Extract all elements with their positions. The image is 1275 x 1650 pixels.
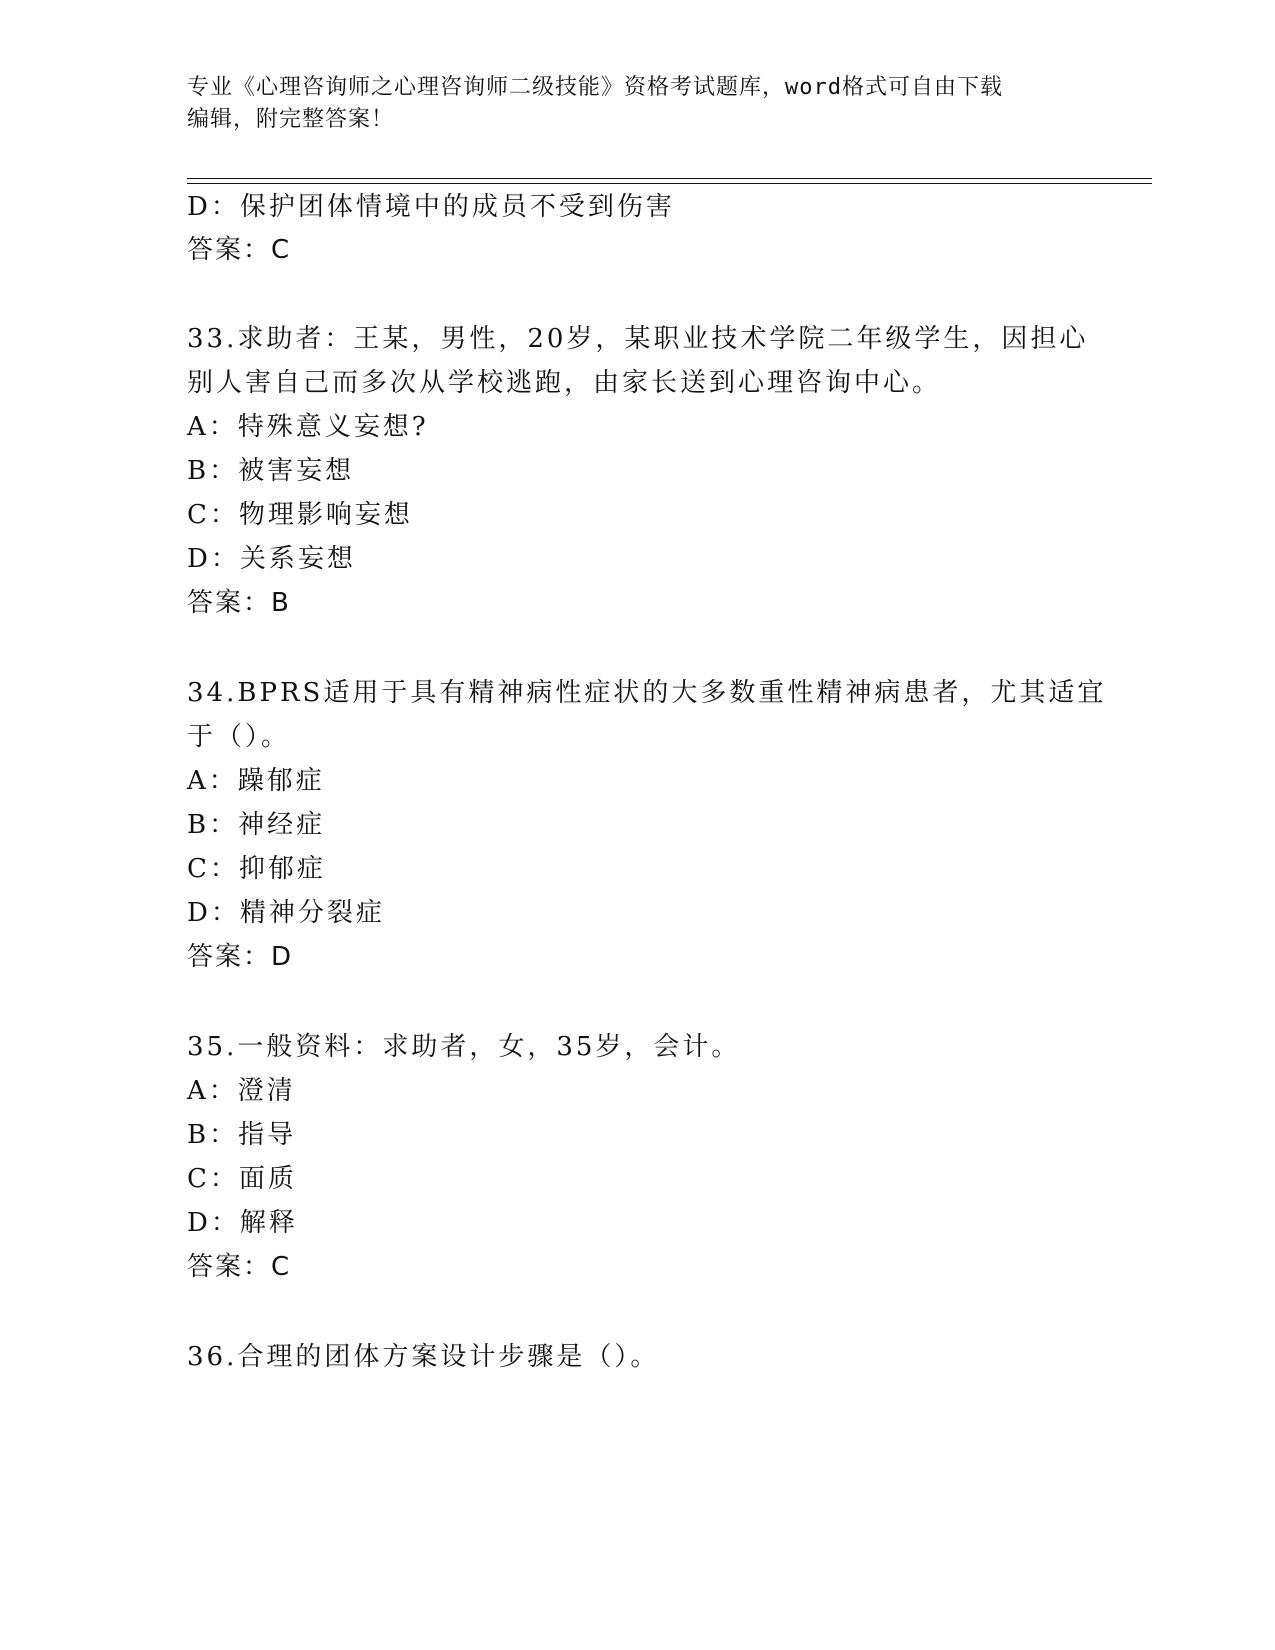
q35-answer: 答案：C	[187, 1252, 292, 1282]
q34-option-c: C：抑郁症	[187, 854, 326, 884]
document-header	[187, 72, 1087, 136]
q35-stem-line-1: 35.一般资料：求助者，女，35岁，会计。	[187, 1032, 741, 1062]
q33-option-c: C：物理影响妄想	[187, 500, 413, 530]
q36-stem-line-1: 36.合理的团体方案设计步骤是（）。	[187, 1342, 660, 1372]
q35-option-a: A：澄清	[187, 1076, 296, 1106]
q33-option-d: D：关系妄想	[187, 544, 356, 574]
q32-answer: 答案：C	[187, 235, 292, 265]
q35-option-c: C：面质	[187, 1164, 297, 1194]
header-line-2: 编辑，附完整答案！	[187, 107, 395, 132]
q35-option-b: B：指导	[187, 1120, 297, 1150]
q34-option-d: D：精神分裂症	[187, 898, 385, 928]
q33-answer: 答案：B	[187, 588, 291, 618]
q33-option-a: A：特殊意义妄想?	[187, 412, 429, 442]
header-divider-top	[187, 178, 1152, 179]
header-line-1: 专业《心理咨询师之心理咨询师二级技能》资格考试题库，word格式可自由下载	[187, 75, 1003, 100]
q34-stem-line-2: 于（）。	[187, 722, 291, 752]
q34-option-b: B：神经症	[187, 810, 326, 840]
q33-stem-line-2: 别人害自己而多次从学校逃跑，由家长送到心理咨询中心。	[187, 368, 942, 398]
header-divider-bottom	[187, 183, 1152, 184]
q34-option-a: A：躁郁症	[187, 766, 325, 796]
q34-answer: 答案：D	[187, 942, 294, 972]
q34-stem-line-1: 34.BPRS适用于具有精神病性症状的大多数重性精神病患者，尤其适宜	[187, 678, 1107, 708]
q32-option-d: D：保护团体情境中的成员不受到伤害	[187, 192, 675, 222]
q33-stem-line-1: 33.求助者：王某，男性，20岁，某职业技术学院二年级学生，因担心	[187, 324, 1089, 354]
q35-option-d: D：解释	[187, 1208, 298, 1238]
q33-option-b: B：被害妄想	[187, 456, 355, 486]
